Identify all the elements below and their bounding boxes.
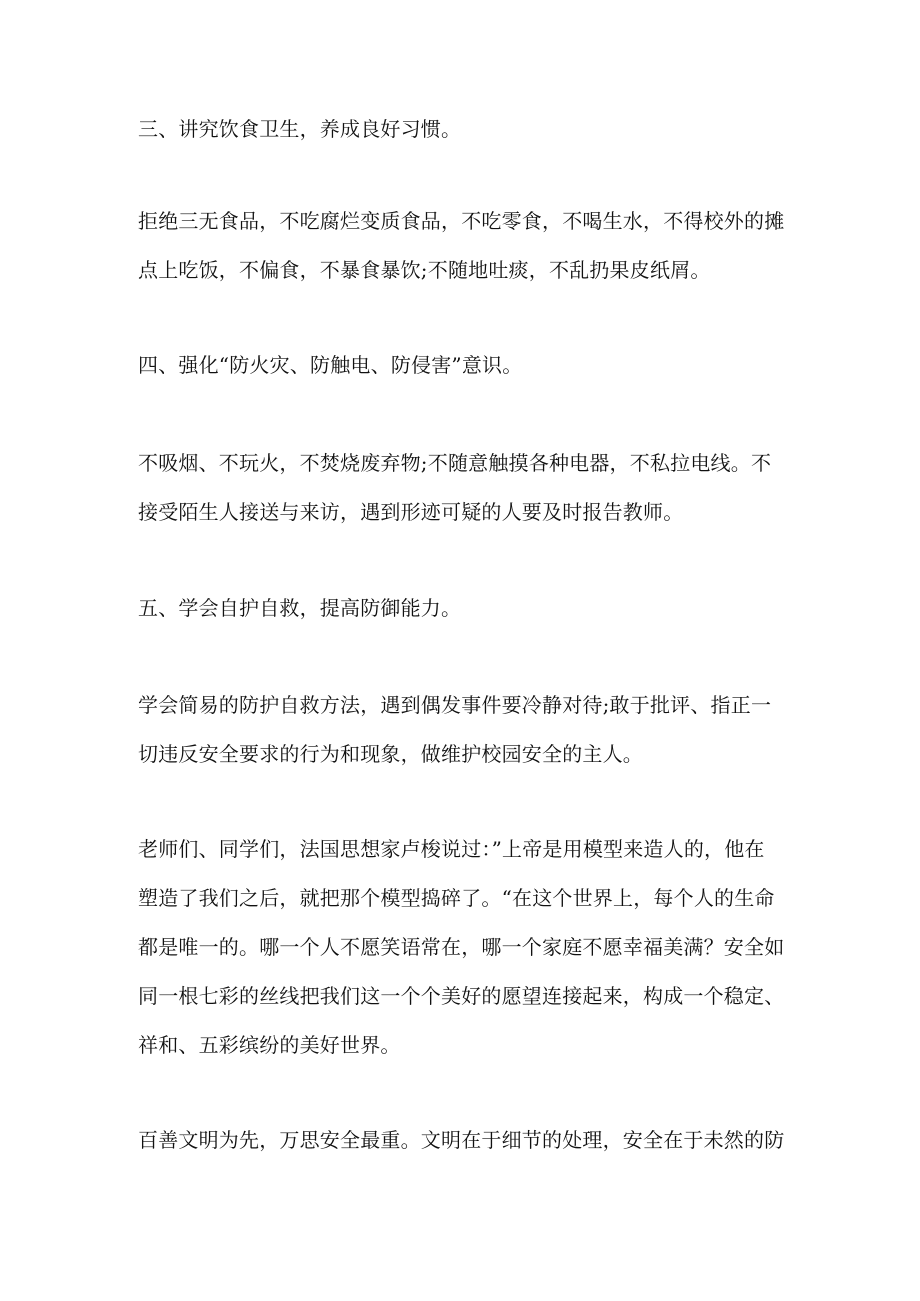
heading-five: 五、学会自护自救，提高防御能力。 (138, 596, 462, 620)
paragraph-line: 学会简易的防护自救方法，遇到偶发事件要冷静对待;敢于批评、指正一 (138, 693, 772, 717)
paragraph-line: 不吸烟、不玩火，不焚烧废弃物;不随意触摸各种电器，不私拉电线。不 (138, 451, 772, 475)
paragraph-line: 同一根七彩的丝线把我们这一个个美好的愿望连接起来，构成一个稳定、 (138, 984, 785, 1008)
paragraph-line: 百善文明为先，万思安全最重。文明在于细节的处理，安全在于未然的防 (138, 1128, 785, 1152)
paragraph-line: 接受陌生人接送与来访，遇到形迹可疑的人要及时报告教师。 (138, 500, 684, 524)
paragraph-line: 拒绝三无食品，不吃腐烂变质食品，不吃零食，不喝生水，不得校外的摊 (138, 209, 785, 233)
heading-four: 四、强化“防火灾、防触电、防侵害”意识。 (138, 353, 523, 377)
paragraph-line: 都是唯一的。哪一个人不愿笑语常在，哪一个家庭不愿幸福美满？安全如 (138, 935, 785, 959)
paragraph-line: 点上吃饭，不偏食，不暴食暴饮;不随地吐痰，不乱扔果皮纸屑。 (138, 258, 711, 282)
paragraph-line: 切违反安全要求的行为和现象，做维护校园安全的主人。 (138, 742, 643, 766)
paragraph-line: 塑造了我们之后，就把那个模型捣碎了。“在这个世界上，每个人的生命 (138, 886, 775, 910)
paragraph-line: 老师们、同学们，法国思想家卢梭说过：”上帝是用模型来造人的，他在 (138, 837, 765, 861)
paragraph-line: 祥和、五彩缤纷的美好世界。 (138, 1033, 401, 1057)
heading-three: 三、讲究饮食卫生，养成良好习惯。 (138, 117, 462, 141)
